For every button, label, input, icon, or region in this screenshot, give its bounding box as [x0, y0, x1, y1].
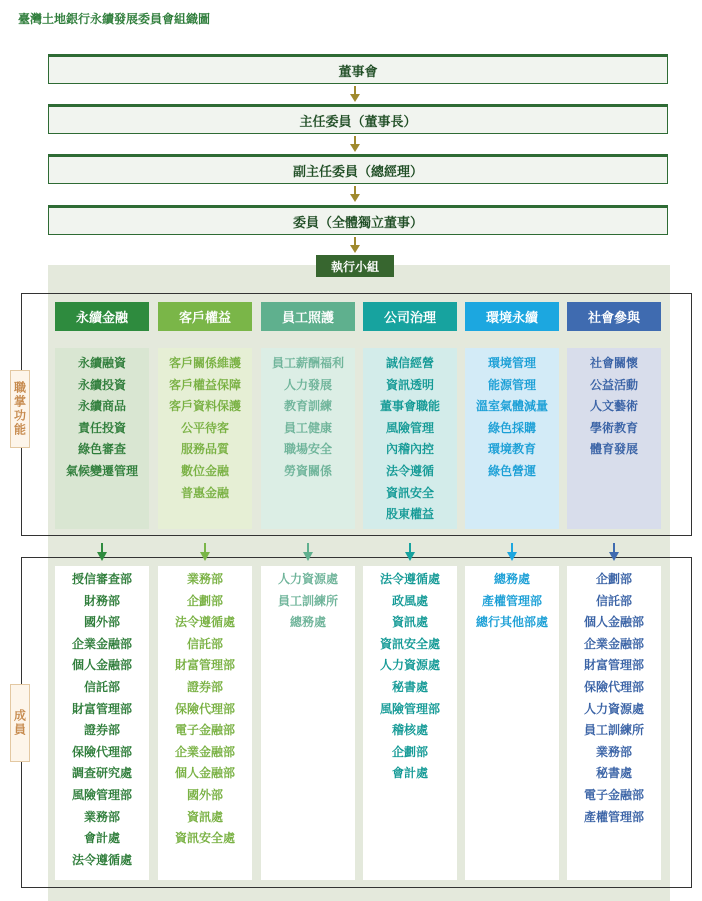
member-list	[567, 566, 661, 880]
function-item: 員工健康	[283, 420, 332, 435]
member-item: 業務部	[83, 809, 120, 824]
function-item: 體育發展	[589, 442, 638, 457]
function-item: 綠色審查	[77, 442, 126, 457]
chairperson-box: 主任委員（董事長）	[48, 104, 668, 134]
category-header: 環境永續	[465, 302, 559, 331]
member-list	[158, 566, 252, 880]
function-item: 客戶資料保護	[168, 399, 241, 414]
function-item: 資訊安全	[385, 485, 434, 500]
member-item: 企劃部	[595, 572, 632, 586]
member-item: 國外部	[186, 787, 223, 802]
board-of-directors-box: 董事會	[48, 54, 668, 84]
function-item: 股東權益	[385, 507, 434, 522]
member-item: 總務處	[493, 572, 530, 586]
member-item: 財富管理部	[174, 658, 235, 673]
function-item: 永續投資	[77, 377, 126, 392]
member-item: 企劃部	[391, 744, 428, 759]
function-list	[55, 348, 149, 529]
member-item: 會計處	[83, 831, 120, 846]
member-item: 秘書處	[595, 766, 632, 781]
member-item: 財務部	[83, 593, 120, 608]
functions-side-label: 職掌功能	[10, 370, 30, 448]
member-item: 企業金融部	[583, 636, 644, 651]
category-header: 社會參與	[567, 302, 661, 331]
member-item: 企業金融部	[174, 744, 235, 759]
category-header: 永續金融	[55, 302, 149, 331]
member-item: 稽核處	[391, 723, 428, 738]
function-item: 公平待客	[180, 420, 229, 435]
member-item: 人力資源處	[583, 701, 644, 716]
member-item: 業務部	[595, 744, 632, 759]
function-item: 風險管理	[385, 420, 434, 435]
function-item: 能源管理	[487, 377, 536, 392]
member-item: 總行其他部處	[475, 615, 548, 630]
function-item: 職場安全	[283, 442, 332, 457]
category-header: 客戶權益	[158, 302, 252, 331]
member-item: 法令遵循處	[379, 572, 440, 586]
function-item: 綠色採購	[487, 420, 536, 435]
member-list	[55, 566, 149, 880]
member-item: 產權管理部	[583, 809, 644, 824]
vice-chairperson-box: 副主任委員（總經理）	[48, 154, 668, 184]
member-item: 證券部	[83, 723, 120, 738]
member-item: 財富管理部	[71, 701, 132, 716]
function-item: 客戶權益保障	[168, 377, 241, 392]
member-item: 會計處	[391, 766, 428, 781]
function-item: 員工薪酬福利	[271, 356, 344, 370]
members-box: 委員（全體獨立董事）	[48, 205, 668, 235]
member-item: 企業金融部	[71, 636, 132, 651]
function-item: 人文藝術	[589, 399, 638, 414]
member-item: 財富管理部	[583, 658, 644, 673]
function-item: 社會關懷	[589, 356, 638, 370]
function-list	[567, 348, 661, 529]
member-item: 信託部	[595, 593, 632, 608]
function-item: 永續融資	[77, 356, 126, 370]
member-item: 個人金融部	[71, 658, 132, 673]
member-item: 信託部	[83, 679, 120, 694]
function-list	[261, 348, 355, 529]
member-item: 人力資源處	[379, 658, 440, 673]
function-item: 誠信經營	[385, 356, 434, 370]
member-item: 保險代理部	[71, 744, 132, 759]
function-item: 人力發展	[283, 377, 332, 392]
function-item: 資訊透明	[385, 377, 434, 392]
function-item: 責任投資	[77, 420, 126, 435]
down-arrow-icon	[405, 543, 415, 561]
function-item: 氣候變遷管理	[65, 463, 138, 478]
function-item: 董事會職能	[379, 399, 440, 414]
function-item: 勞資關係	[283, 463, 332, 478]
function-list	[465, 348, 559, 529]
member-item: 調查研究處	[71, 766, 132, 781]
function-item: 內稽內控	[385, 442, 434, 457]
members-side-label: 成員	[10, 684, 30, 762]
function-item: 環境管理	[487, 356, 536, 370]
member-item: 企劃部	[186, 593, 223, 608]
member-item: 風險管理部	[379, 701, 440, 716]
function-item: 溫室氣體減量	[475, 399, 548, 414]
function-item: 永續商品	[77, 399, 126, 414]
member-item: 保險代理部	[583, 679, 644, 694]
member-item: 國外部	[83, 615, 120, 630]
down-arrow-icon	[350, 86, 360, 102]
down-arrow-icon	[303, 543, 313, 561]
member-item: 保險代理部	[174, 701, 235, 716]
down-arrow-icon	[97, 543, 107, 561]
down-arrow-icon	[200, 543, 210, 561]
down-arrow-icon	[609, 543, 619, 561]
function-item: 學術教育	[589, 420, 638, 435]
member-list	[261, 566, 355, 880]
exec-group-label: 執行小組	[316, 255, 394, 277]
member-item: 人力資源處	[277, 572, 338, 586]
member-item: 資訊安全處	[174, 831, 235, 846]
function-item: 公益活動	[589, 377, 638, 392]
member-item: 信託部	[186, 636, 223, 651]
member-item: 產權管理部	[481, 593, 542, 608]
function-item: 環境教育	[487, 442, 536, 457]
member-item: 個人金融部	[174, 766, 235, 781]
down-arrow-icon	[350, 186, 360, 202]
function-item: 數位金融	[180, 463, 229, 478]
member-item: 政風處	[391, 593, 428, 608]
down-arrow-icon	[350, 237, 360, 253]
member-item: 法令遵循處	[71, 852, 132, 867]
member-item: 秘書處	[391, 679, 428, 694]
member-item: 業務部	[186, 572, 223, 586]
member-item: 證券部	[186, 679, 223, 694]
function-item: 法令遵循	[385, 463, 434, 478]
member-item: 資訊處	[186, 809, 223, 824]
member-list	[465, 566, 559, 880]
member-item: 員工訓練所	[277, 593, 338, 608]
down-arrow-icon	[507, 543, 517, 561]
function-item: 客戶關係維護	[168, 356, 241, 370]
member-item: 資訊安全處	[379, 636, 440, 651]
function-item: 教育訓練	[283, 399, 332, 414]
category-header: 公司治理	[363, 302, 457, 331]
function-list	[363, 348, 457, 529]
member-item: 資訊處	[391, 615, 428, 630]
down-arrow-icon	[350, 136, 360, 152]
member-list	[363, 566, 457, 880]
function-item: 綠色營運	[487, 463, 536, 478]
function-item: 普惠金融	[180, 485, 229, 500]
function-item: 服務品質	[180, 442, 229, 457]
member-item: 電子金融部	[583, 787, 644, 802]
member-item: 員工訓練所	[583, 723, 644, 738]
member-item: 個人金融部	[583, 615, 644, 630]
chart-title: 臺灣土地銀行永續發展委員會組織圖	[18, 12, 211, 26]
function-list	[158, 348, 252, 529]
member-item: 總務處	[289, 615, 326, 630]
member-item: 電子金融部	[174, 723, 235, 738]
member-item: 法令遵循處	[174, 615, 235, 630]
member-item: 授信審查部	[71, 572, 132, 586]
member-item: 風險管理部	[71, 787, 132, 802]
category-header: 員工照護	[261, 302, 355, 331]
